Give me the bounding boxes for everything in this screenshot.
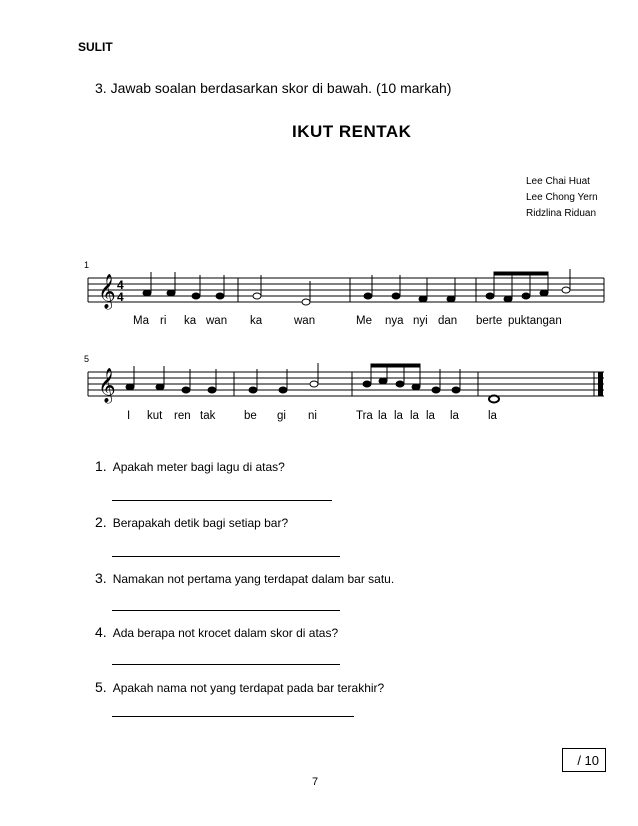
lyric-syllable: nyi bbox=[413, 315, 428, 327]
score-label: / 10 bbox=[577, 752, 599, 768]
note-crotchet bbox=[216, 293, 224, 299]
lyric-syllable: dan bbox=[438, 315, 458, 327]
lyric-syllable: la bbox=[488, 410, 497, 422]
note-semibreve bbox=[489, 396, 499, 403]
question-number: 3. bbox=[95, 80, 107, 96]
lyric-syllable: Tra bbox=[356, 410, 373, 422]
note-crotchet bbox=[156, 384, 164, 390]
lyric-syllable: gi bbox=[277, 410, 286, 422]
subquestion-number: 3. bbox=[95, 570, 107, 586]
lyric-syllable: berte bbox=[476, 315, 503, 327]
subquestion-text: Berapakah detik bagi setiap bar? bbox=[112, 516, 289, 530]
subquestion-2 bbox=[95, 514, 288, 530]
composer-3: Ridzlina Riduan bbox=[526, 208, 597, 219]
subquestion-5 bbox=[95, 679, 384, 695]
lyric-syllable: tak bbox=[200, 410, 216, 422]
note-crotchet bbox=[419, 296, 427, 302]
time-signature-bottom: 4 bbox=[117, 290, 124, 304]
note-quaver bbox=[363, 381, 371, 387]
note-crotchet bbox=[249, 387, 257, 393]
lyric-syllable: I bbox=[127, 410, 131, 422]
note-minim bbox=[302, 299, 310, 305]
note-crotchet bbox=[167, 290, 175, 296]
note-minim bbox=[253, 293, 261, 299]
note-quaver bbox=[396, 381, 404, 387]
note-minim bbox=[310, 381, 318, 387]
note-quaver bbox=[412, 384, 420, 390]
note-crotchet bbox=[182, 387, 190, 393]
subquestion-4 bbox=[95, 624, 338, 640]
subquestion-text: Apakah meter bagi lagu di atas? bbox=[112, 460, 285, 474]
measure-number: 5 bbox=[84, 354, 90, 364]
note-quaver bbox=[486, 293, 494, 299]
note-crotchet bbox=[364, 293, 372, 299]
lyric-syllable: nya bbox=[385, 315, 404, 327]
treble-clef-icon: 𝄞 bbox=[98, 368, 116, 403]
lyric-syllable: ka bbox=[184, 315, 197, 327]
note-beam bbox=[494, 272, 548, 275]
lyric-syllable: be bbox=[244, 410, 257, 422]
answer-line[interactable] bbox=[112, 500, 332, 501]
subquestion-number: 5. bbox=[95, 679, 107, 695]
note-crotchet bbox=[143, 290, 151, 296]
treble-clef-icon: 𝄞 bbox=[98, 274, 116, 309]
subquestion-number: 1. bbox=[95, 458, 107, 474]
subquestion-text: Ada berapa not krocet dalam skor di atas? bbox=[112, 626, 339, 640]
question-text: Jawab soalan berdasarkan skor di bawah. (10 markah) bbox=[110, 80, 452, 96]
note-crotchet bbox=[192, 293, 200, 299]
answer-line[interactable] bbox=[112, 556, 340, 557]
composer-1: Lee Chai Huat bbox=[526, 176, 590, 187]
sulit-label: SULIT bbox=[78, 40, 113, 54]
answer-line[interactable] bbox=[112, 664, 340, 665]
page-number: 7 bbox=[312, 776, 319, 788]
note-minim bbox=[562, 287, 570, 293]
subquestion-text: Apakah nama not yang terdapat pada bar terakhir? bbox=[112, 681, 385, 695]
note-quaver bbox=[379, 378, 387, 384]
note-quaver bbox=[522, 293, 530, 299]
lyric-syllable: la bbox=[394, 410, 403, 422]
lyric-syllable: wan bbox=[206, 315, 228, 327]
lyric-syllable: la bbox=[378, 410, 387, 422]
lyric-syllable: ni bbox=[308, 410, 317, 422]
lyric-syllable: ri bbox=[160, 315, 167, 327]
subquestion-3 bbox=[95, 570, 394, 586]
song-title: IKUT RENTAK bbox=[292, 122, 412, 141]
note-crotchet bbox=[126, 384, 134, 390]
lyric-syllable: ren bbox=[174, 410, 191, 422]
note-crotchet bbox=[208, 387, 216, 393]
lyric-syllable: la bbox=[410, 410, 419, 422]
subquestion-number: 4. bbox=[95, 624, 107, 640]
note-crotchet bbox=[452, 387, 460, 393]
note-beam bbox=[371, 364, 420, 367]
note-quaver bbox=[504, 296, 512, 302]
lyric-syllable: Ma bbox=[133, 315, 149, 327]
subquestion-number: 2. bbox=[95, 514, 107, 530]
score-box bbox=[562, 748, 606, 772]
lyric-syllable: puktangan bbox=[508, 315, 562, 327]
note-crotchet bbox=[447, 296, 455, 302]
final-barline bbox=[598, 372, 603, 396]
composer-2: Lee Chong Yern bbox=[526, 192, 598, 203]
lyric-syllable: wan bbox=[294, 315, 316, 327]
note-crotchet bbox=[392, 293, 400, 299]
lyric-syllable: Me bbox=[356, 315, 372, 327]
subquestion-1 bbox=[95, 458, 285, 474]
lyric-syllable: ka bbox=[250, 315, 263, 327]
lyric-syllable: kut bbox=[147, 410, 163, 422]
subquestion-text: Namakan not pertama yang terdapat dalam bar satu. bbox=[112, 572, 395, 586]
note-crotchet bbox=[432, 387, 440, 393]
note-quaver bbox=[540, 290, 548, 296]
lyric-syllable: la bbox=[426, 410, 435, 422]
measure-number: 1 bbox=[84, 260, 90, 270]
note-crotchet bbox=[279, 387, 287, 393]
answer-line[interactable] bbox=[112, 716, 354, 717]
answer-line[interactable] bbox=[112, 610, 340, 611]
time-signature-top: 4 bbox=[117, 278, 124, 292]
lyric-syllable: la bbox=[450, 410, 459, 422]
